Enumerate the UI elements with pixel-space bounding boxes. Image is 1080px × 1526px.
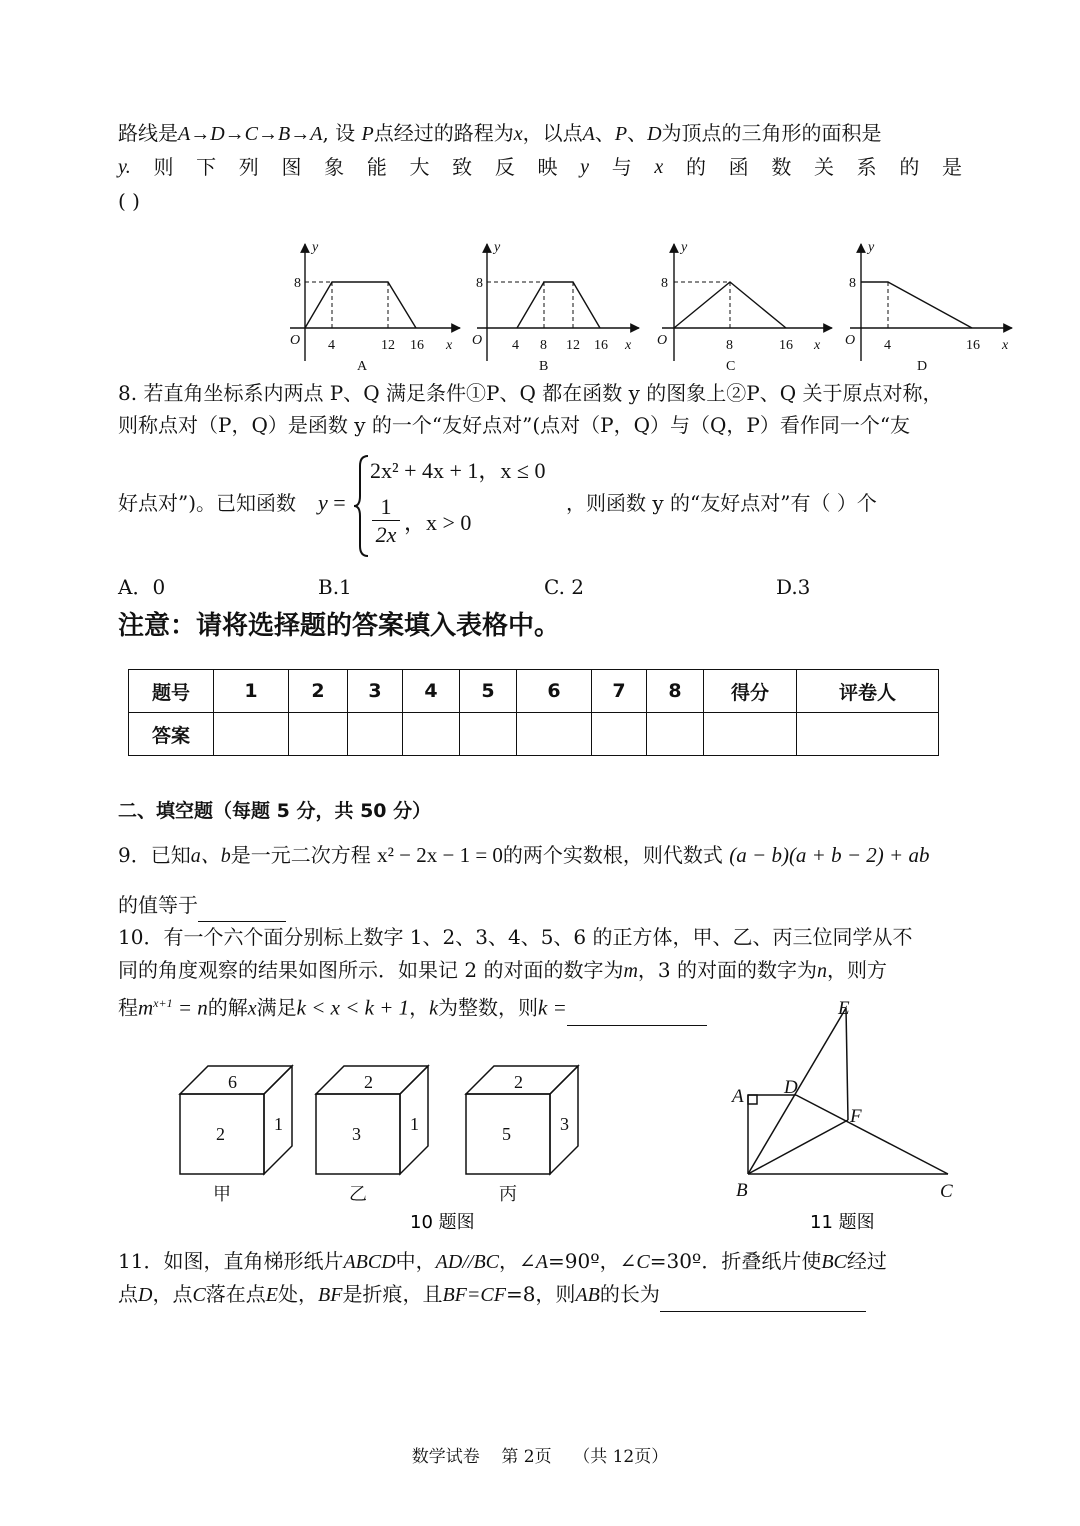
graph-b-y-tick: 8 <box>476 276 483 291</box>
q7-line1: 路线是A→D→C→B→A, 设 P点经过的路程为x，以点A、P、D为顶点的三角形的面积是 <box>118 121 882 145</box>
q8-line2: 则称点对（P，Q）是函数 y 的一个“友好点对”(点对（P，Q）与（Q，P）看作同一个“友 <box>118 413 911 437</box>
graph-c-x-axis-label: x <box>814 338 821 353</box>
table-answer-row <box>129 713 939 756</box>
q7-line2-char: 则 <box>153 155 174 179</box>
q9-line2: 的值等于 <box>118 888 286 922</box>
graph-a-x-axis-label: x <box>446 338 453 353</box>
graph-a-origin: O <box>290 333 301 348</box>
cube-yi <box>316 1066 428 1205</box>
graph-c-y-axis-label: y <box>681 240 688 255</box>
graph-c-label: C <box>726 359 736 374</box>
table-header-cell: 8 <box>647 670 704 713</box>
graph-a-x-tick: 12 <box>381 338 395 353</box>
q7-line2-char: 列 <box>238 155 259 179</box>
graph-c-x-tick: 16 <box>779 338 793 353</box>
q7-line2-char: 的 <box>685 155 706 179</box>
table-header-cell: 7 <box>592 670 647 713</box>
table-header-cell: 6 <box>517 670 592 713</box>
q9-answer-blank[interactable] <box>198 897 286 922</box>
q7-line2-char: 关 <box>813 155 834 179</box>
table-header-cell: 4 <box>403 670 460 713</box>
answer-cell-8[interactable] <box>647 713 704 756</box>
answer-cell-4[interactable] <box>403 713 460 756</box>
piecewise-brace-icon <box>352 454 372 558</box>
q7-answer-bracket: ( ) <box>118 189 140 213</box>
q10-answer-blank[interactable] <box>567 1001 707 1026</box>
table-header-cell: 1 <box>214 670 289 713</box>
q8-piece2-cond: ，x > 0 <box>404 510 472 535</box>
graph-b-x-tick: 8 <box>540 338 547 353</box>
point-label-c: C <box>940 1181 953 1202</box>
cube-bing <box>466 1066 578 1205</box>
q8-piece2-fraction: 1 2x <box>372 494 400 549</box>
point-label-a: A <box>732 1086 744 1107</box>
graph-b-label: B <box>539 359 549 374</box>
answer-cell-7[interactable] <box>592 713 647 756</box>
answer-cell-1[interactable] <box>214 713 289 756</box>
answer-cell-3[interactable] <box>348 713 403 756</box>
graph-d-label: D <box>917 359 928 374</box>
q10-line1: 10．有一个六个面分别标上数字 1、2、3、4、5、6 的正方体，甲、乙、丙三位同学从不 <box>118 925 913 949</box>
graph-d-y-tick: 8 <box>849 276 856 291</box>
q7-line2-char: 函 <box>728 155 749 179</box>
q7-line2-char: 映 <box>537 155 558 179</box>
table-row-label: 答案 <box>129 713 214 756</box>
graph-a-x-tick: 4 <box>328 338 335 353</box>
point-label-e: E <box>838 998 850 1019</box>
graph-c-origin: O <box>657 333 668 348</box>
graph-b-origin: O <box>472 333 483 348</box>
answer-cell-5[interactable] <box>460 713 517 756</box>
cube-top-number: 6 <box>228 1072 237 1092</box>
graph-a-y-axis-label: y <box>312 240 319 255</box>
graph-b-y-axis-label: y <box>494 240 501 255</box>
q7-line2-char: x <box>654 156 664 178</box>
q7-line2-char: 数 <box>771 155 792 179</box>
q11-line1: 11．如图，直角梯形纸片ABCD中，AD//BC，∠A=90º，∠C=30º．折叠纸片使BC经过 <box>118 1249 887 1273</box>
point-label-b: B <box>736 1180 748 1201</box>
q7-line2-char: 系 <box>856 155 877 179</box>
q7-line2-char: 致 <box>452 155 473 179</box>
table-header-cell: 得分 <box>704 670 797 713</box>
table-header-cell: 题号 <box>129 670 214 713</box>
cube-owner-label: 乙 <box>349 1184 367 1205</box>
q7-line2-char: 的 <box>899 155 920 179</box>
q7-line2-char: 能 <box>366 155 387 179</box>
table-header-cell: 3 <box>348 670 403 713</box>
graph-a <box>290 240 460 374</box>
q7-line2 <box>118 150 962 184</box>
q8-line1: 8. 若直角坐标系内两点 P、Q 满足条件①P、Q 都在函数 y 的图象上②P、Q 关于原点对称， <box>118 381 943 405</box>
q8-option-d: D.3 <box>776 575 811 599</box>
q7-line2-char: 大 <box>409 155 430 179</box>
answer-cell-2[interactable] <box>289 713 348 756</box>
graph-d-x-tick: 4 <box>884 338 891 353</box>
q7-line2-char: y. <box>118 156 131 178</box>
graph-b-x-tick: 16 <box>594 338 608 353</box>
graph-d-x-axis-label: x <box>1002 338 1009 353</box>
q7-line2-char: y <box>580 156 590 178</box>
cube-front-number: 3 <box>352 1124 361 1144</box>
cube-side-number: 3 <box>560 1114 569 1134</box>
cube-front-number: 2 <box>216 1124 225 1144</box>
notice-heading: 注意：请将选择题的答案填入表格中。 <box>118 611 561 641</box>
q7-line2-char: 图 <box>281 155 302 179</box>
cube-side-number: 1 <box>274 1114 283 1134</box>
answer-cell-6[interactable] <box>517 713 592 756</box>
q7-option-graphs <box>280 236 1020 376</box>
q11-line2: 点D，点C落在点E处，BF是折痕，且BF=CF=8，则AB的长为 <box>118 1277 866 1312</box>
answer-table <box>128 669 939 756</box>
q8-function-lhs: y = <box>318 490 346 515</box>
section-heading: 二、填空题（每题 5 分，共 50 分） <box>118 800 432 822</box>
point-label-f: F <box>850 1106 862 1127</box>
graph-d-origin: O <box>845 333 856 348</box>
q8-option-b: B.1 <box>318 575 352 599</box>
graph-a-y-tick: 8 <box>294 276 301 291</box>
table-header-cell: 5 <box>460 670 517 713</box>
cube-jia <box>180 1066 292 1205</box>
graph-d <box>845 240 1012 374</box>
graph-b-x-tick: 12 <box>566 338 580 353</box>
score-cell[interactable] <box>704 713 797 756</box>
table-header-row <box>129 670 939 713</box>
graph-d-y-axis-label: y <box>868 240 875 255</box>
cube-front-number: 5 <box>502 1124 511 1144</box>
graph-b-x-axis-label: x <box>625 338 632 353</box>
q8-option-c: C. 2 <box>544 575 585 599</box>
graph-b-x-tick: 4 <box>512 338 519 353</box>
q10-line3: 程$m^{x+1} = n$的解x满足k < x < k + 1，k为整数，则k = <box>118 986 707 1026</box>
graph-d-x-tick: 16 <box>966 338 980 353</box>
q8-piece1: 2x² + 4x + 1，x ≤ 0 <box>370 458 546 483</box>
q8-line3-post: ，则函数 y 的“友好点对”有（ ）个 <box>566 491 877 515</box>
cube-top-number: 2 <box>514 1072 523 1092</box>
q7-line2-char: 与 <box>611 155 632 179</box>
cube-side-number: 1 <box>410 1114 419 1134</box>
graph-a-label: A <box>357 359 368 374</box>
q7-line2-char: 反 <box>494 155 515 179</box>
graph-b <box>472 240 639 374</box>
grader-cell[interactable] <box>797 713 939 756</box>
q7-line2-char: 下 <box>196 155 217 179</box>
fig11-caption: 11 题图 <box>810 1212 875 1233</box>
cube-owner-label: 丙 <box>499 1184 517 1205</box>
table-header-cell: 评卷人 <box>797 670 939 713</box>
graph-c-y-tick: 8 <box>661 276 668 291</box>
cube-owner-label: 甲 <box>213 1184 231 1205</box>
point-label-d: D <box>784 1077 798 1098</box>
table-header-cell: 2 <box>289 670 348 713</box>
q11-geometry-figure <box>720 996 970 1236</box>
graph-a-x-tick: 16 <box>410 338 424 353</box>
q7-line2-char: 象 <box>324 155 345 179</box>
graph-c-x-tick: 8 <box>726 338 733 353</box>
cube-top-number: 2 <box>364 1072 373 1092</box>
q7-line2-char: 是 <box>942 155 962 179</box>
graph-c <box>657 240 832 374</box>
q8-option-a: A．0 <box>118 575 166 599</box>
q8-line3-pre: 好点对”)。已知函数 <box>118 491 297 515</box>
page-footer: 数学试卷 第 2页 （共 12页） <box>411 1447 669 1467</box>
q10-cubes-figure <box>170 1060 600 1240</box>
q11-answer-blank[interactable] <box>660 1287 866 1312</box>
q10-line2: 同的角度观察的结果如图所示．如果记 2 的对面的数字为m，3 的对面的数字为n，则方 <box>118 958 887 982</box>
fig10-caption: 10 题图 <box>410 1212 475 1233</box>
q9-line1: 9．已知a、b是一元二次方程 x² − 2x − 1 = 0的两个实数根，则代数式 (a − b)(a + b − 2) + ab <box>118 843 930 867</box>
